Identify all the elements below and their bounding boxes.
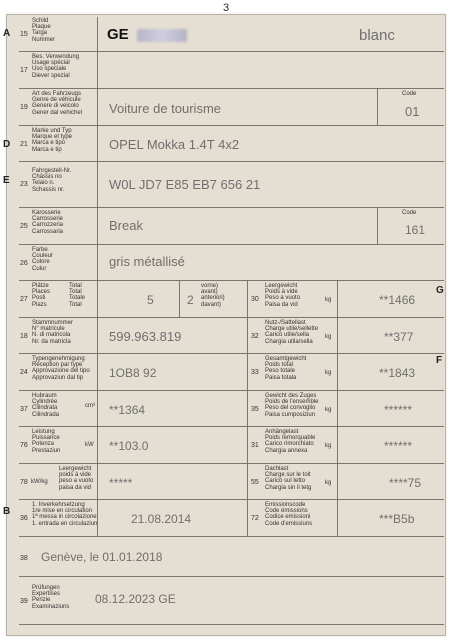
color-value: gris métallisé [109, 254, 185, 269]
row-inspections [19, 576, 444, 625]
unit-kw-per-kg: kW/kg [31, 479, 48, 485]
row-type-approval-total [19, 353, 444, 391]
roof-load-value: ****75 [389, 476, 422, 490]
body-code: 161 [405, 223, 426, 237]
vehicle-type-label: Art des Fahrzeugs Genre de véhicule Genere di veicolo Gener dal vehichel [32, 91, 83, 116]
row-seats-weight [19, 280, 444, 318]
matricule-label: Stammnummer N° matricule N. di matricola Nr. da matricla [32, 320, 74, 345]
vehicle-type-value: Voiture de tourisme [109, 101, 222, 116]
field-number: 23 [20, 181, 28, 188]
unit-kg: kg [325, 370, 332, 376]
side-letter-f: F [436, 355, 443, 366]
row-body [19, 207, 444, 245]
matricule-value: 599.963.819 [109, 329, 182, 344]
roof-load-label: Dachlast Charge sur le toit Carico sul tetto Chargia sin il tetg [265, 466, 312, 491]
row-make-model [19, 125, 444, 162]
seats-front-value: 2 [187, 293, 194, 307]
vehicle-type-code: 01 [405, 104, 420, 119]
power-label: Leistung Puissance Potenza Prestaziun [32, 429, 61, 454]
field-number: 37 [20, 406, 28, 413]
field-number: 19 [20, 104, 28, 111]
unit-cm3: cm³ [85, 403, 95, 409]
field-number: 78 [20, 479, 28, 486]
unit-kg: kg [325, 407, 332, 413]
field-number: 72 [251, 515, 259, 522]
payload-label: Nutz-/Sattellast Charge utile/sellette Carico utile/sella Chargia utila/sella [265, 320, 319, 345]
side-letter-b: B [3, 506, 11, 517]
towing-label: Anhängelast Poids remorquable Carico rimorchiato Chargia annexa [265, 429, 316, 454]
field-number: 21 [20, 141, 28, 148]
field-number: 35 [251, 406, 259, 413]
field-number: 26 [20, 260, 28, 267]
plate-label: Schild Plaque Targa Nummer [32, 18, 56, 43]
empty-weight-value: **1466 [379, 293, 416, 307]
color-label: Farbe Couleur Colore Culur [32, 247, 54, 272]
seats-label: Plätze Places Posti Plazs [32, 283, 51, 308]
power-value: **103.0 [109, 439, 149, 453]
total-weight-label: Gesamtgewicht Poids total Peso totale Paisa totala [265, 356, 307, 381]
emissions-label: Emissionscode Code émissions Codice emissioni Code d'emissiuns [265, 502, 313, 527]
row-matricule-payload [19, 317, 444, 354]
field-number: 55 [251, 479, 259, 486]
field-number: 27 [20, 296, 28, 303]
field-number: 18 [20, 333, 28, 340]
side-letter-d: D [3, 139, 11, 150]
field-number: 15 [20, 31, 28, 38]
row-power-towing [19, 426, 444, 464]
inspections-label: Prüfungen Expertises Perizie Examinaziuns [32, 585, 70, 610]
field-number: 76 [20, 442, 28, 449]
field-number: 25 [20, 223, 28, 230]
seats-total-label: Total Total Totale Total [69, 283, 86, 308]
body-value: Break [109, 218, 143, 233]
unit-kg: kg [325, 334, 332, 340]
emissions-value: ***B5b [379, 512, 415, 526]
payload-value: **377 [384, 330, 414, 344]
field-number: 39 [20, 598, 28, 605]
row-place-date [19, 536, 444, 577]
row-chassis [19, 161, 444, 208]
plate-number-redacted [137, 29, 187, 42]
seats-total-value: 5 [147, 293, 154, 307]
first-registration-value: 21.08.2014 [131, 512, 192, 526]
make-model-label: Marke und Typ Marque et type Marca e tipo Marca e tip [32, 128, 73, 153]
place-date-value: Genève, le 01.01.2018 [41, 550, 163, 564]
seats-front-label: vorne) avant) anteriori) davant) [201, 283, 225, 308]
unit-kg: kg [325, 443, 332, 449]
row-plate [19, 17, 444, 51]
body-label: Karosserie Carrosserie Carrozzeria Carrossaria [32, 210, 64, 235]
ratio-label: Leergewicht poids à vide peso a vuoto paisa da vid [59, 466, 94, 491]
field-number: 38 [20, 555, 28, 562]
page-number: 3 [222, 2, 230, 14]
unit-kg: kg [325, 297, 332, 303]
field-number: 33 [251, 369, 259, 376]
make-model-value: OPEL Mokka 1.4T 4x2 [109, 137, 240, 152]
inspections-value: 08.12.2023 GE [95, 592, 176, 606]
type-approval-label: Typengenehmigung Réception par type Approvazione del tipo Approvaziun dal tip [32, 356, 90, 381]
field-number: 30 [251, 296, 259, 303]
chassis-value: W0L JD7 E85 EB7 656 21 [109, 177, 261, 192]
plate-color: blanc [359, 27, 395, 44]
field-number: 31 [251, 442, 259, 449]
side-letter-a: A [3, 28, 11, 39]
field-number: 32 [251, 333, 259, 340]
vehicle-registration-card [3, 14, 446, 636]
unit-kg: kg [325, 480, 332, 486]
special-use-label: Bes. Verwendung Usage spécial Uso speciale Diever spezial [32, 54, 80, 79]
total-weight-value: **1843 [379, 366, 416, 380]
ratio-value: ***** [109, 476, 133, 490]
row-ratio-roof [19, 463, 444, 500]
side-letter-g: G [436, 285, 444, 296]
field-number: 24 [20, 369, 28, 376]
field-number: 17 [20, 67, 28, 74]
side-letter-e: E [3, 175, 10, 186]
towing-value: ****** [384, 439, 413, 453]
displacement-label: Hubraum Cylindrée Cilindrata Cilindrada [32, 393, 60, 418]
row-color [19, 244, 444, 281]
field-number: 36 [20, 515, 28, 522]
type-approval-value: 1OB8 92 [109, 366, 157, 380]
row-first-registration-emissions [19, 499, 444, 537]
first-registration-label: 1. Inverkehrsetzung 1re mise en circulation 1ª messa in circolazione 1. entrada en circulaziun [32, 502, 98, 527]
code-label: Code [402, 210, 417, 216]
row-vehicle-type [19, 88, 444, 126]
empty-weight-label: Leergewicht Poids à vide Peso a vuoto Paisa da vid [265, 283, 301, 308]
chassis-label: Fahrgestell-Nr. Châssis no Telaio n. Schassis nr. [32, 168, 72, 193]
row-special-use [19, 51, 444, 89]
row-displacement-train [19, 390, 444, 427]
train-weight-value: ****** [384, 403, 413, 417]
displacement-value: **1364 [109, 403, 146, 417]
unit-kw: kW [85, 442, 94, 448]
code-label: Code [402, 91, 417, 97]
train-weight-label: Gewicht des Zuges Poids de l'ensemble Peso del convoglio Paisa cumposiziun [265, 393, 319, 418]
plate-canton: GE [107, 26, 129, 43]
